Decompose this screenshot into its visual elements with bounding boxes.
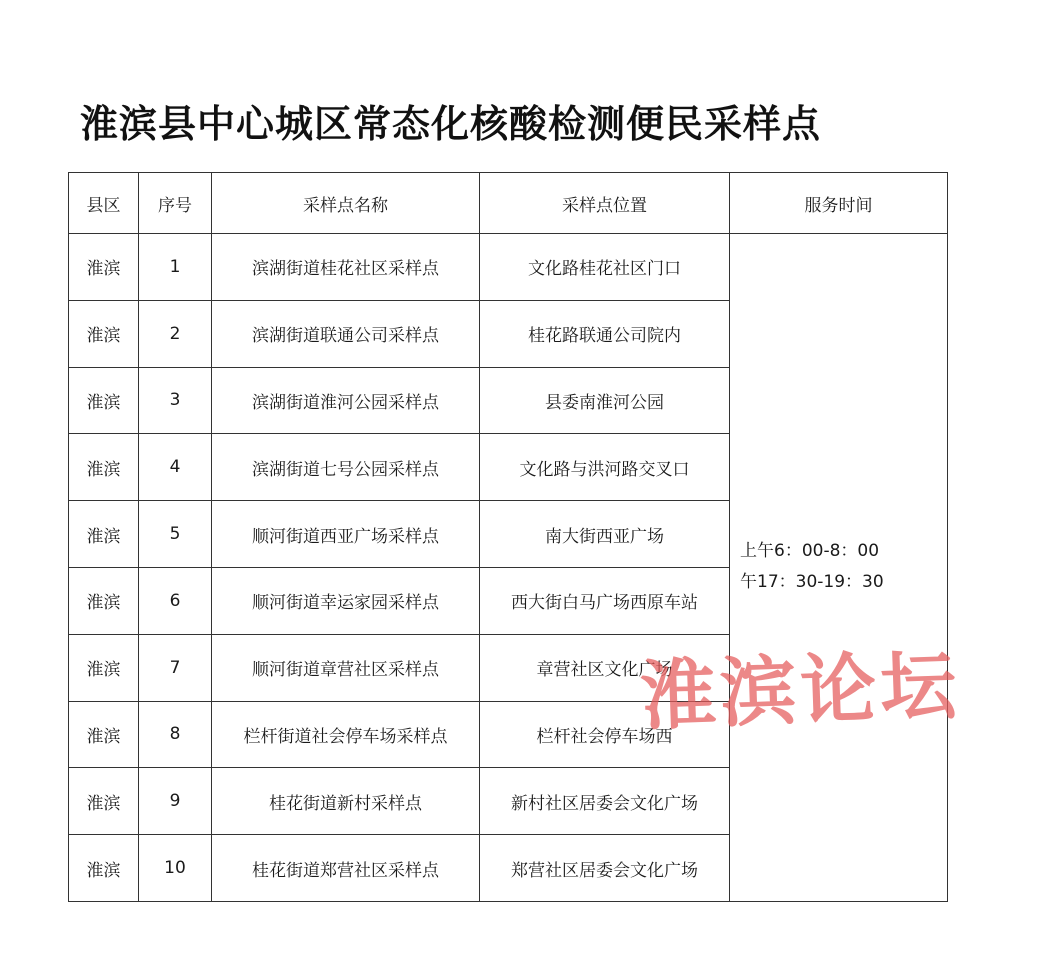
- cell-county: 淮滨: [69, 768, 139, 835]
- header-site-name: 采样点名称: [212, 173, 480, 234]
- cell-county: 淮滨: [69, 835, 139, 902]
- cell-site-location: 桂花路联通公司院内: [480, 300, 730, 367]
- cell-site-location: 文化路桂花社区门口: [480, 234, 730, 301]
- cell-site-name: 顺河街道幸运家园采样点: [212, 567, 480, 634]
- cell-site-name: 顺河街道西亚广场采样点: [212, 501, 480, 568]
- cell-number: 6: [139, 567, 212, 634]
- cell-county: 淮滨: [69, 234, 139, 301]
- cell-site-location: 文化路与洪河路交叉口: [480, 434, 730, 501]
- cell-site-name: 桂花街道郑营社区采样点: [212, 835, 480, 902]
- cell-site-location: 县委南淮河公园: [480, 367, 730, 434]
- table-header-row: [69, 173, 948, 234]
- header-service-hours: 服务时间: [730, 173, 948, 234]
- cell-site-name: 栏杆街道社会停车场采样点: [212, 701, 480, 768]
- cell-site-name: 滨湖街道联通公司采样点: [212, 300, 480, 367]
- cell-county: 淮滨: [69, 501, 139, 568]
- cell-county: 淮滨: [69, 701, 139, 768]
- cell-county: 淮滨: [69, 567, 139, 634]
- cell-site-location: 郑营社区居委会文化广场: [480, 835, 730, 902]
- cell-number: 4: [139, 434, 212, 501]
- table-row: [69, 234, 948, 301]
- header-number: 序号: [139, 173, 212, 234]
- cell-site-location: 栏杆社会停车场西: [480, 701, 730, 768]
- cell-service-hours: [730, 234, 948, 902]
- cell-site-name: 滨湖街道桂花社区采样点: [212, 234, 480, 301]
- cell-number: 9: [139, 768, 212, 835]
- page-title: 淮滨县中心城区常态化核酸检测便民采样点: [80, 102, 822, 146]
- service-hours-morning: 上午6：00-8：00: [740, 541, 880, 562]
- cell-site-location: 章营社区文化广场: [480, 634, 730, 701]
- cell-county: 淮滨: [69, 434, 139, 501]
- header-site-location: 采样点位置: [480, 173, 730, 234]
- cell-number: 3: [139, 367, 212, 434]
- cell-site-name: 滨湖街道七号公园采样点: [212, 434, 480, 501]
- cell-site-name: 滨湖街道淮河公园采样点: [212, 367, 480, 434]
- header-county: 县区: [69, 173, 139, 234]
- cell-site-name: 桂花街道新村采样点: [212, 768, 480, 835]
- cell-number: 1: [139, 234, 212, 301]
- cell-site-location: 西大街白马广场西原车站: [480, 567, 730, 634]
- cell-site-location: 新村社区居委会文化广场: [480, 768, 730, 835]
- forum-watermark: 淮滨论坛: [638, 640, 962, 741]
- service-hours-evening: 午17：30-19：30: [740, 572, 884, 593]
- cell-site-name: 顺河街道章营社区采样点: [212, 634, 480, 701]
- cell-number: 7: [139, 634, 212, 701]
- cell-county: 淮滨: [69, 300, 139, 367]
- cell-number: 2: [139, 300, 212, 367]
- cell-number: 5: [139, 501, 212, 568]
- cell-county: 淮滨: [69, 367, 139, 434]
- cell-number: 10: [139, 835, 212, 902]
- cell-number: 8: [139, 701, 212, 768]
- sampling-sites-table: [68, 172, 948, 902]
- cell-county: 淮滨: [69, 634, 139, 701]
- cell-site-location: 南大街西亚广场: [480, 501, 730, 568]
